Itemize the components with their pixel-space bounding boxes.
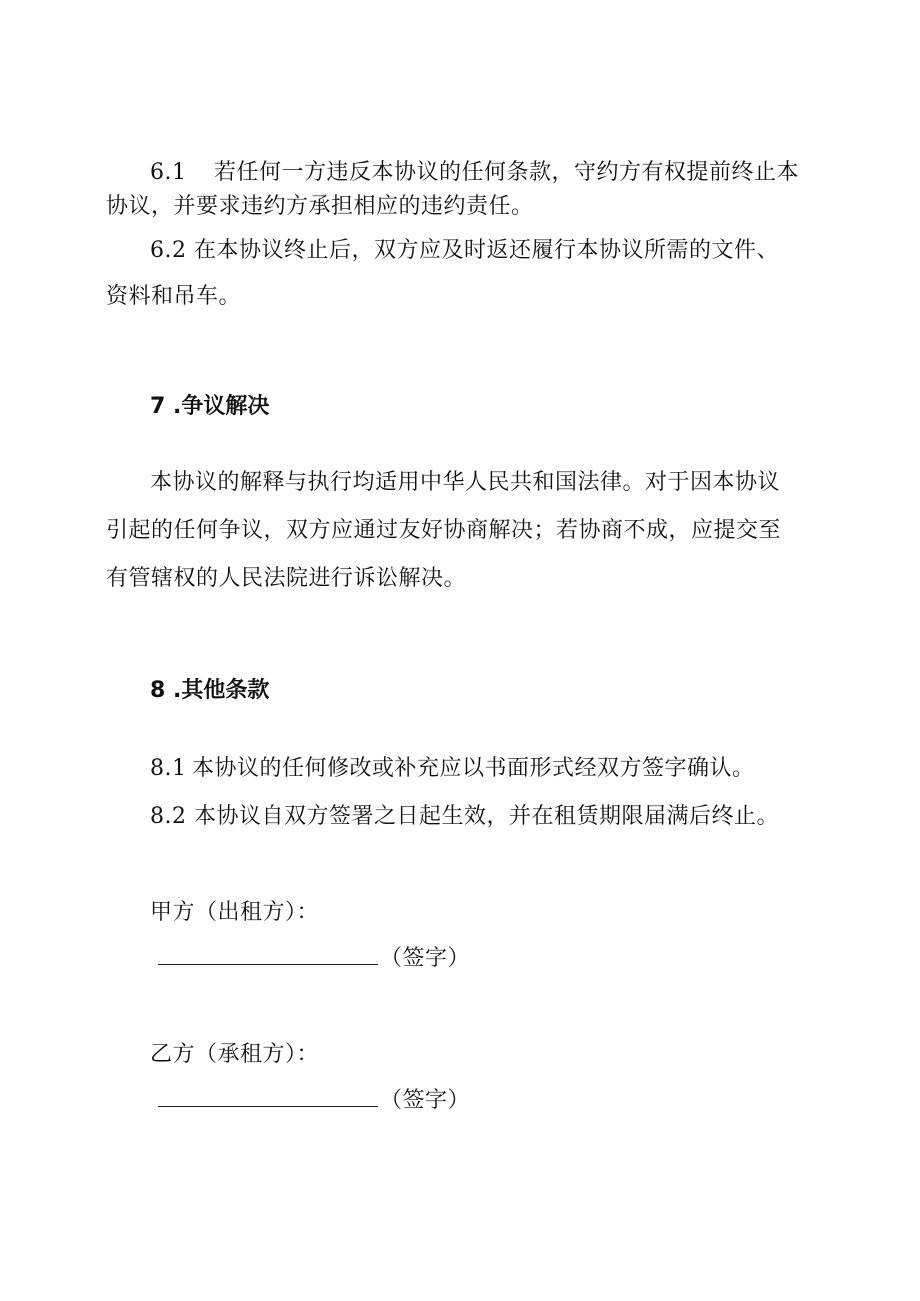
clause-6-1-line-1 [150,158,799,188]
clause-text: 在本协议终止后，双方应及时返还履行本协议所需的文件、 [194,238,780,263]
clause-6-1-line-2: 协议，并要求违约方承担相应的违约责任。 [106,194,534,219]
party-a-signature-line[interactable] [158,944,378,965]
party-b-signature-row [158,1086,470,1116]
clause-text: 本协议自双方签署之日起生效，并在租赁期限届满后终止。 [194,804,780,829]
clause-number: 6.1 [150,160,187,185]
clause-number: 8.2 [150,804,187,829]
section-7-line-2: 引起的任何争议，双方应通过友好协商解决；若协商不成，应提交至 [106,518,782,543]
section-7-line-1: 本协议的解释与执行均适用中华人民共和国法律。对于因本协议 [150,470,781,495]
clause-number: 6.2 [150,238,187,263]
party-a-signature-row [158,944,470,974]
clause-6-2-line-2: 资料和吊车。 [106,284,242,309]
party-b-label: 乙方（承租方）： [150,1042,320,1067]
section-7-heading: 7 .争议解决 [150,394,270,419]
clause-8-1 [150,754,755,784]
party-b-sign-label: （签字） [380,1088,471,1113]
clause-number: 8.1 [150,756,187,781]
section-8-heading: 8 .其他条款 [150,678,270,703]
clause-text: 若任何一方违反本协议的任何条款，守约方有权提前终止本 [214,160,800,185]
section-7-line-3: 有管辖权的人民法院进行诉讼解决。 [106,566,467,591]
clause-8-2 [150,802,779,832]
clause-text: 本协议的任何修改或补充应以书面形式经双方签字确认。 [192,756,755,781]
party-b-signature-line[interactable] [158,1086,378,1107]
party-a-sign-label: （签字） [380,946,471,971]
clause-6-2-line-1 [150,236,779,266]
party-a-label: 甲方（出租方）： [150,900,320,925]
